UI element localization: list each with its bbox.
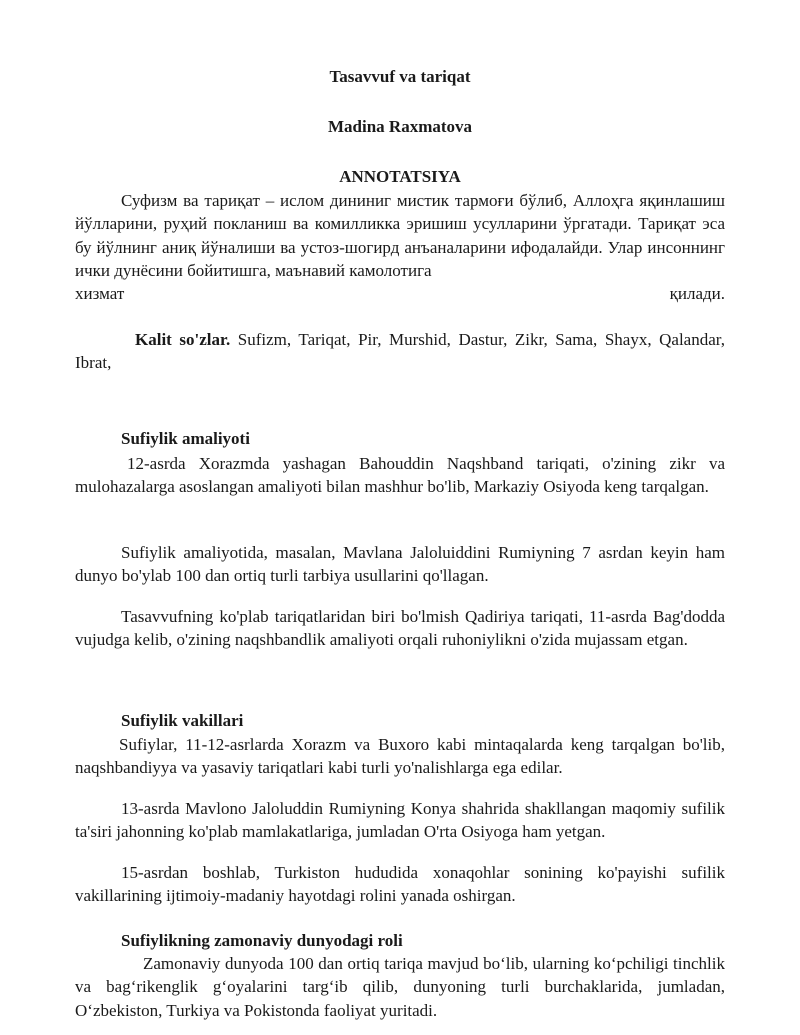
section-heading-practice: Sufiylik amaliyoti bbox=[121, 429, 250, 448]
section-heading-representatives: Sufiylik vakillari bbox=[121, 711, 244, 730]
keywords-paragraph bbox=[75, 328, 725, 375]
annotation-paragraph bbox=[75, 189, 725, 305]
document-author: Madina Raxmatova bbox=[327, 117, 473, 136]
keywords-label: Kalit so'zlar. bbox=[135, 330, 231, 349]
annotation-text: Суфизм ва тариқат – ислом дининиг мистик тармоғи бўлиб, Аллоҳга яқинлашиш йўлларини, руҳий покланиш ва комилликка эришиш усулларини ўргатади. Тариқат эса бу йўлнинг аниқ йўналиши ва устоз-шогирд анъаналарини ифодалайди. Улар инсоннинг ички дунёсини бойитишга, маънавий камолотига bbox=[75, 191, 725, 280]
section-paragraph: 12-asrda Xorazmda yashagan Bahouddin Naqshband tariqati, o'zining zikr va mulohazalarga asoslangan amaliyoti bilan mashhur bo'lib, Markaziy Osiyoda keng tarqalgan. bbox=[75, 454, 725, 497]
section-paragraph: Sufiylar, 11-12-asrlarda Xorazm va Buxoro kabi mintaqalarda keng tarqalgan bo'lib, naqshbandiyya va yasaviy tariqatlari kabi turli yo'nalishlarga ega edilar. bbox=[75, 735, 725, 778]
document-title: Tasavvuf va tariqat bbox=[329, 67, 471, 86]
document-page bbox=[75, 0, 725, 1035]
section-paragraph: Zamonaviy dunyoda 100 dan ortiq tariqa mavjud bo‘lib, ularning ko‘pchiligi tinchlik va bag‘rikenglik g‘oyalarini targ‘ib qilib, dunyoning turli burchaklarida, jumladan, O‘zbekiston, Turkiya va Pokistonda faoliyat yuritadi. bbox=[75, 954, 725, 1020]
section-paragraph: 15-asrdan boshlab, Turkiston hududida xonaqohlar sonining ko'payishi sufilik vakillarining ijtimoiy-madaniy hayotdagi rolini yanada oshirgan. bbox=[75, 863, 725, 906]
annotation-text-last: хизмат қилади. bbox=[75, 284, 725, 304]
keywords-text: Sufizm, Tariqat, Pir, Murshid, Dastur, Zikr, Sama, Shayx, Qalandar, Ibrat, bbox=[75, 330, 725, 373]
section-paragraph: 13-asrda Mavlono Jaloluddin Rumiyning Konya shahrida shakllangan maqomiy sufilik ta'siri jahonning ko'plab mamlakatlariga, jumladan O'rta Osiyoga ham yetgan. bbox=[75, 799, 725, 842]
section-paragraph: Tasavvufning ko'plab tariqatlaridan biri bo'lmish Qadiriya tariqati, 11-asrda Bag'dodda vujudga kelib, o'zining naqshbandlik amaliyoti orqali ruhoniylikni o'zida mujassam etgan. bbox=[75, 607, 725, 650]
section-paragraph: Sufiylik amaliyotida, masalan, Mavlana Jaloluiddini Rumiyning 7 asrdan keyin ham dunyo bo'ylab 100 dan ortiq turli tarbiya usullarini qo'llagan. bbox=[75, 543, 725, 586]
annotation-heading: ANNOTATSIYA bbox=[339, 167, 461, 186]
section-heading-modern-role: Sufiylikning zamonaviy dunyodagi roli bbox=[121, 931, 403, 950]
